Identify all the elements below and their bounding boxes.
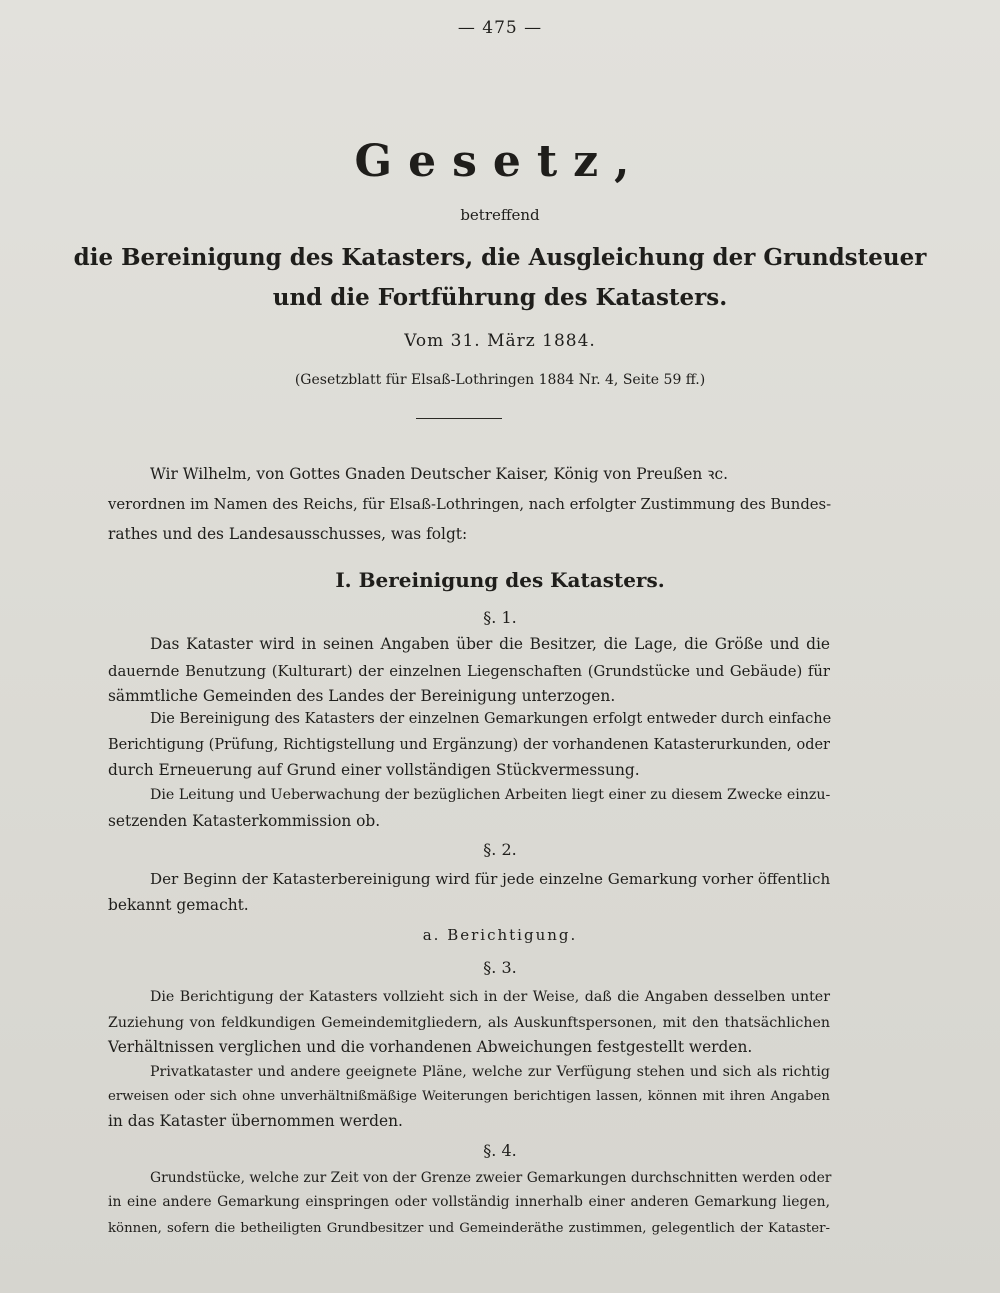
law-date: Vom 31. März 1884. — [404, 331, 596, 351]
law-subject-line-1: die Bereinigung des Katasters, die Ausgleichung der Grundsteuer — [73, 244, 927, 271]
paragraph-number: §. 4. — [483, 1141, 517, 1160]
paragraph-line: Privatkataster und andere geeignete Pläne, welche zur Verfügung stehen und sich als richtig — [150, 1064, 830, 1080]
preamble-line: rathes und des Landesausschusses, was folgt: — [108, 525, 468, 543]
preamble-line: Wir Wilhelm, von Gottes Gnaden Deutscher Kaiser, König von Preußen ꝛc. — [150, 465, 728, 483]
paragraph-line: Die Berichtigung der Katasters vollzieht sich in der Weise, daß die Angaben desselben unter — [150, 989, 830, 1005]
preamble-line: verordnen im Namen des Reichs, für Elsaß-Lothringen, nach erfolgter Zustimmung des Bundes- — [108, 496, 832, 513]
page-number: — 475 — — [457, 18, 543, 38]
paragraph-number: §. 3. — [483, 958, 517, 977]
paragraph-number: §. 1. — [483, 608, 517, 627]
paragraph-line: setzenden Katasterkommission ob. — [108, 812, 381, 830]
paragraph-line: durch Erneuerung auf Grund einer vollständigen Stückvermessung. — [108, 761, 640, 779]
paragraph-line: können, sofern die betheiligten Grundbesitzer und Gemeinderäthe zustimmen, gelegentlich der Kataster- — [108, 1221, 830, 1236]
paragraph-line: dauernde Benutzung (Kulturart) der einzelnen Liegenschaften (Grundstücke und Gebäude) für — [108, 663, 830, 680]
paragraph-line: in das Kataster übernommen werden. — [108, 1112, 403, 1130]
paragraph-number: §. 2. — [483, 840, 517, 859]
paragraph-line: Zuziehung von feldkundigen Gemeindemitgliedern, als Auskunftspersonen, mit den thatsächlichen — [108, 1015, 830, 1031]
subsection-heading: a. Berichtigung. — [422, 926, 578, 944]
law-subject-line-2: und die Fortführung des Katasters. — [272, 284, 728, 311]
paragraph-line: Das Kataster wird in seinen Angaben über die Besitzer, die Lage, die Größe und die — [150, 635, 830, 653]
paragraph-line: Der Beginn der Katasterbereinigung wird für jede einzelne Gemarkung vorher öffentlich — [150, 870, 831, 888]
paragraph-line: Grundstücke, welche zur Zeit von der Grenze zweier Gemarkungen durchschnitten werden oder — [150, 1170, 832, 1186]
paragraph-line: in eine andere Gemarkung einspringen oder vollständig innerhalb einer anderen Gemarkung liegen, — [108, 1194, 830, 1210]
paragraph-line: Verhältnissen verglichen und die vorhandenen Abweichungen festgestellt werden. — [108, 1038, 753, 1056]
law-source: (Gesetzblatt für Elsaß-Lothringen 1884 Nr. 4, Seite 59 ff.) — [294, 372, 706, 388]
paragraph-line: bekannt gemacht. — [108, 896, 249, 914]
section-heading: I. Bereinigung des Katasters. — [335, 568, 665, 592]
paragraph-line: Die Bereinigung des Katasters der einzelnen Gemarkungen erfolgt entweder durch einfache — [150, 711, 832, 727]
paragraph-line: sämmtliche Gemeinden des Landes der Bereinigung unterzogen. — [108, 687, 616, 705]
paragraph-line: Berichtigung (Prüfung, Richtigstellung und Ergänzung) der vorhandenen Katasterurkunden, oder — [108, 737, 830, 753]
paragraph-line: erweisen oder sich ohne unverhältnißmäßige Weiterungen berichtigen lassen, können mit ihren Angaben — [108, 1089, 830, 1104]
divider — [416, 418, 502, 419]
paragraph-line: Die Leitung und Ueberwachung der bezüglichen Arbeiten liegt einer zu diesem Zwecke einzu- — [150, 787, 831, 803]
title-betreffend: betreffend — [460, 206, 540, 224]
law-title: Gesetz, — [354, 136, 646, 187]
